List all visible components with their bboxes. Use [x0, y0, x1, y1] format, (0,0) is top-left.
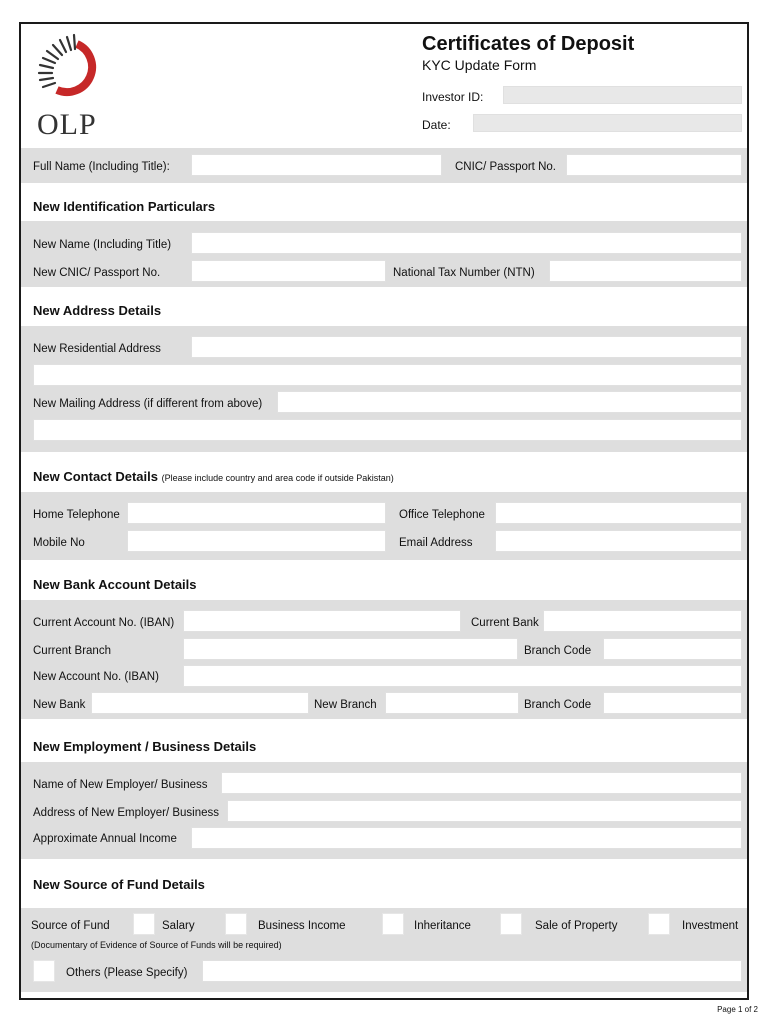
full-name-label: Full Name (Including Title):: [33, 161, 170, 173]
residential-field-2[interactable]: [33, 364, 742, 386]
others-checkbox[interactable]: [33, 960, 55, 982]
new-name-field[interactable]: [191, 232, 742, 254]
date-field[interactable]: [473, 114, 742, 132]
new-account-label: New Account No. (IBAN): [33, 671, 159, 683]
funds-note: (Documentary of Evidence of Source of Funds will be required): [31, 940, 282, 950]
new-cnic-label: New CNIC/ Passport No.: [33, 267, 161, 279]
residential-field[interactable]: [191, 336, 742, 358]
funds-heading: New Source of Fund Details: [33, 877, 205, 892]
current-account-field[interactable]: [183, 610, 461, 632]
mailing-field[interactable]: [277, 391, 742, 413]
branch-code-label-2: Branch Code: [524, 699, 592, 711]
logo-text: OLP: [37, 108, 97, 141]
salary-label: Salary: [162, 920, 195, 932]
mobile-label: Mobile No: [33, 537, 85, 549]
current-bank-label: Current Bank: [471, 617, 539, 629]
business-income-checkbox[interactable]: [225, 913, 247, 935]
investment-checkbox[interactable]: [648, 913, 670, 935]
form-subtitle: KYC Update Form: [422, 57, 537, 73]
home-phone-label: Home Telephone: [33, 509, 120, 521]
page-number: Page 1 of 2: [717, 1005, 758, 1014]
contact-note: (Please include country and area code if outside Pakistan): [161, 473, 394, 483]
cnic-field[interactable]: [566, 154, 742, 176]
residential-label: New Residential Address: [33, 343, 161, 355]
employer-field[interactable]: [221, 772, 742, 794]
new-branch-label: New Branch: [314, 699, 377, 711]
investment-label: Investment: [682, 920, 739, 932]
employer-address-field[interactable]: [227, 800, 742, 822]
investor-id-label: Investor ID:: [422, 90, 484, 104]
date-label: Date:: [422, 118, 451, 132]
new-bank-field[interactable]: [91, 692, 309, 714]
new-branch-field[interactable]: [385, 692, 519, 714]
identification-heading: New Identification Particulars: [33, 199, 216, 214]
employer-label: Name of New Employer/ Business: [33, 779, 208, 791]
sale-of-property-checkbox[interactable]: [500, 913, 522, 935]
current-branch-field[interactable]: [183, 638, 518, 660]
employment-heading: New Employment / Business Details: [33, 739, 257, 754]
ntn-label: National Tax Number (NTN): [393, 267, 535, 279]
employer-address-label: Address of New Employer/ Business: [33, 807, 219, 819]
inheritance-label: Inheritance: [414, 920, 471, 932]
cnic-label: CNIC/ Passport No.: [455, 161, 556, 173]
bank-heading: New Bank Account Details: [33, 577, 197, 592]
home-phone-field[interactable]: [127, 502, 386, 524]
new-bank-label: New Bank: [33, 699, 86, 711]
office-phone-field[interactable]: [495, 502, 742, 524]
income-label: Approximate Annual Income: [33, 833, 177, 845]
new-name-label: New Name (Including Title): [33, 239, 172, 251]
current-branch-label: Current Branch: [33, 645, 111, 657]
email-label: Email Address: [399, 537, 473, 549]
contact-title: New Contact Details: [33, 469, 158, 484]
full-name-field[interactable]: [191, 154, 442, 176]
branch-code-field[interactable]: [603, 638, 742, 660]
branch-code-label: Branch Code: [524, 645, 592, 657]
olp-logo-icon: [35, 30, 115, 102]
salary-checkbox[interactable]: [133, 913, 155, 935]
others-field[interactable]: [202, 960, 742, 982]
inheritance-checkbox[interactable]: [382, 913, 404, 935]
mailing-label: New Mailing Address (if different from above): [33, 398, 263, 410]
sale-of-property-label: Sale of Property: [535, 920, 618, 932]
business-income-label: Business Income: [258, 920, 346, 932]
form-frame: [19, 22, 749, 1000]
current-account-label: Current Account No. (IBAN): [33, 617, 175, 629]
branch-code-field-2[interactable]: [603, 692, 742, 714]
investor-id-field[interactable]: [503, 86, 742, 104]
mailing-field-2[interactable]: [33, 419, 742, 441]
new-account-field[interactable]: [183, 665, 742, 687]
mobile-field[interactable]: [127, 530, 386, 552]
ntn-field[interactable]: [549, 260, 742, 282]
form-title: Certificates of Deposit: [422, 33, 635, 55]
address-heading: New Address Details: [33, 303, 162, 318]
new-cnic-field[interactable]: [191, 260, 386, 282]
contact-heading: [33, 469, 394, 484]
office-phone-label: Office Telephone: [399, 509, 485, 521]
email-field[interactable]: [495, 530, 742, 552]
source-of-fund-label: Source of Fund: [31, 920, 110, 932]
income-field[interactable]: [191, 827, 742, 849]
others-label: Others (Please Specify): [66, 967, 188, 979]
current-bank-field[interactable]: [543, 610, 742, 632]
